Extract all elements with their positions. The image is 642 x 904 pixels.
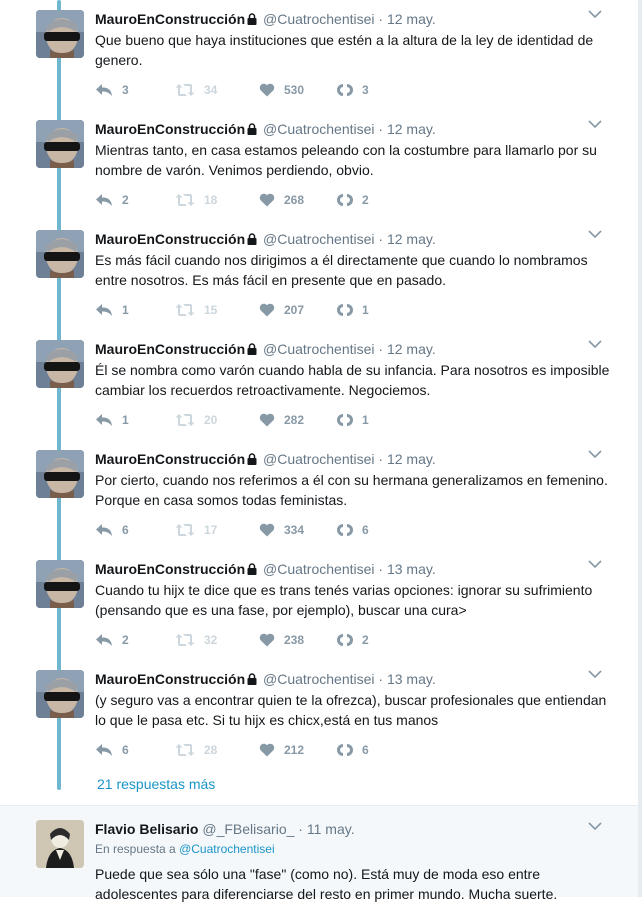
tweet-header xyxy=(95,560,436,578)
avatar[interactable] xyxy=(36,340,84,388)
user-name[interactable]: Flavio Belisario xyxy=(95,821,199,837)
reply-button[interactable] xyxy=(95,300,129,320)
heart-icon xyxy=(259,413,275,427)
tweet-text: Por cierto, cuando nos referimos a él con su hermana generalizamos en femenino. Porque en casa somos todas feministas. xyxy=(95,472,608,508)
retweet-icon xyxy=(175,743,195,757)
like-count: 238 xyxy=(284,633,305,647)
tweet-header xyxy=(95,450,436,468)
chevron-down-icon[interactable] xyxy=(588,559,602,569)
avatar[interactable] xyxy=(36,230,84,278)
avatar[interactable] xyxy=(36,670,84,718)
chevron-down-icon[interactable] xyxy=(588,229,602,239)
retweet-count: 20 xyxy=(204,413,218,427)
dm-count: 1 xyxy=(362,413,369,427)
lock-icon xyxy=(247,13,257,25)
reply-count: 1 xyxy=(122,303,129,317)
like-button[interactable] xyxy=(259,520,304,540)
like-count: 530 xyxy=(284,83,305,97)
chevron-down-icon[interactable] xyxy=(588,669,602,679)
retweet-count: 34 xyxy=(204,83,218,97)
separator: · xyxy=(298,821,303,837)
like-button[interactable] xyxy=(259,410,304,430)
tweet-text: (y seguro vas a encontrar quien te la ofrezca), buscar profesionales que entiendan lo que le pasa etc. Si tu hijx es chicx,está en tus manos xyxy=(95,692,607,728)
chevron-down-icon[interactable] xyxy=(588,449,602,459)
like-button[interactable] xyxy=(259,80,304,100)
like-button[interactable] xyxy=(259,740,304,760)
user-handle[interactable]: @_FBelisario_ xyxy=(202,821,295,837)
tweet-text: Cuando tu hijx te dice que es trans tenés varias opciones: ignorar su sufrimiento (pensando que es una fase, por ejemplo), buscar una cura> xyxy=(95,582,593,618)
dm-button[interactable] xyxy=(337,300,369,320)
tweet-date[interactable]: 12 may. xyxy=(386,451,436,467)
retweet-count: 15 xyxy=(204,303,218,317)
dm-button[interactable] xyxy=(337,190,369,210)
like-button[interactable] xyxy=(259,630,304,650)
reply-count: 1 xyxy=(122,413,129,427)
heart-icon xyxy=(259,633,275,647)
reply-button[interactable] xyxy=(95,520,129,540)
reply-icon xyxy=(95,83,113,97)
tweet-header xyxy=(95,230,436,248)
reply-button[interactable] xyxy=(95,190,129,210)
reply-count: 6 xyxy=(122,743,129,757)
tweet-date[interactable]: 12 may. xyxy=(386,121,436,137)
user-name[interactable]: MauroEnConstrucción xyxy=(95,451,246,467)
reply-count: 2 xyxy=(122,193,129,207)
chevron-down-icon[interactable] xyxy=(588,821,602,831)
more-replies-link[interactable]: 21 respuestas más xyxy=(97,776,216,792)
dm-count: 2 xyxy=(362,633,369,647)
tweet-date[interactable]: 12 may. xyxy=(386,341,436,357)
tweet-header xyxy=(95,340,436,358)
like-count: 207 xyxy=(284,303,305,317)
separator: · xyxy=(378,231,384,247)
heart-icon xyxy=(259,83,275,97)
chevron-down-icon[interactable] xyxy=(588,119,602,129)
avatar[interactable] xyxy=(36,560,84,608)
user-name[interactable]: MauroEnConstrucción xyxy=(95,671,246,687)
dm-icon xyxy=(337,192,353,208)
user-handle[interactable]: @Cuatrochentisei xyxy=(263,341,375,357)
user-name[interactable]: MauroEnConstrucción xyxy=(95,121,246,137)
retweet-icon xyxy=(175,193,195,207)
reply-count: 6 xyxy=(122,523,129,537)
avatar[interactable] xyxy=(36,120,84,168)
tweet-date[interactable]: 12 may. xyxy=(386,11,436,27)
retweet-button[interactable] xyxy=(175,520,217,540)
tweet-text: Que bueno que haya instituciones que estén a la altura de la ley de identidad de genero. xyxy=(95,32,594,68)
tweet[interactable] xyxy=(0,330,642,440)
dm-count: 1 xyxy=(362,303,369,317)
tweet-date[interactable]: 11 may. xyxy=(306,821,355,837)
dm-button[interactable] xyxy=(337,630,369,650)
in-reply-to xyxy=(95,842,275,856)
user-name[interactable]: MauroEnConstrucción xyxy=(95,11,246,27)
dm-count: 6 xyxy=(362,743,369,757)
lock-icon xyxy=(247,453,257,465)
tweet[interactable] xyxy=(0,440,642,550)
tweet[interactable] xyxy=(0,550,642,660)
reply-button[interactable] xyxy=(95,80,129,100)
user-handle[interactable]: @Cuatrochentisei xyxy=(263,671,375,687)
reply-icon xyxy=(95,633,113,647)
dm-count: 3 xyxy=(362,83,369,97)
reply-button[interactable] xyxy=(95,410,129,430)
retweet-button[interactable] xyxy=(175,740,217,760)
tweet-header xyxy=(95,120,436,138)
tweet-text: Es más fácil cuando nos dirigimos a él directamente que cuando lo nombramos entre nosotros. Es más fácil en presente que en pasado. xyxy=(95,252,588,288)
reply-count: 3 xyxy=(122,83,129,97)
like-count: 268 xyxy=(284,193,305,207)
reply-button[interactable] xyxy=(95,630,129,650)
like-count: 282 xyxy=(284,413,305,427)
retweet-count: 28 xyxy=(204,743,218,757)
dm-button[interactable] xyxy=(337,80,369,100)
reply-icon xyxy=(95,193,113,207)
like-count: 212 xyxy=(284,743,305,757)
tweet-text: Puede que sea sólo una "fase" (como no). Está muy de moda eso entre adolescentes para diferenciarse del resto en primer mundo. Mucha suerte. xyxy=(95,866,558,902)
reply-count: 2 xyxy=(122,633,129,647)
user-handle[interactable]: @Cuatrochentisei xyxy=(263,451,375,467)
tweet[interactable] xyxy=(0,110,642,220)
user-handle[interactable]: @Cuatrochentisei xyxy=(263,561,375,577)
scrollbar-track[interactable] xyxy=(638,0,642,897)
separator: · xyxy=(378,341,384,357)
reply-tweet[interactable] xyxy=(0,806,642,902)
in-reply-handle-link[interactable]: @Cuatrochentisei xyxy=(179,842,275,856)
tweet-text: Mientras tanto, en casa estamos peleando con la costumbre para llamarlo por su nombre de varón. Venimos perdiendo, obvio. xyxy=(95,142,597,178)
dm-count: 6 xyxy=(362,523,369,537)
lock-icon xyxy=(247,673,257,685)
separator: · xyxy=(378,451,384,467)
chevron-down-icon[interactable] xyxy=(588,9,602,19)
separator: · xyxy=(378,121,384,137)
like-button[interactable] xyxy=(259,300,304,320)
avatar[interactable] xyxy=(36,820,84,868)
lock-icon xyxy=(247,563,257,575)
reply-icon xyxy=(95,303,113,317)
tweet[interactable] xyxy=(0,0,642,110)
dm-icon xyxy=(337,412,353,428)
retweet-button[interactable] xyxy=(175,630,217,650)
tweet-header xyxy=(95,820,355,838)
user-name[interactable]: MauroEnConstrucción xyxy=(95,231,246,247)
dm-button[interactable] xyxy=(337,410,369,430)
like-count: 334 xyxy=(284,523,305,537)
user-handle[interactable]: @Cuatrochentisei xyxy=(263,11,375,27)
thread-continuation-dots xyxy=(57,772,61,790)
user-handle[interactable]: @Cuatrochentisei xyxy=(263,231,375,247)
reply-button[interactable] xyxy=(95,740,129,760)
dm-icon xyxy=(337,632,353,648)
retweet-icon xyxy=(175,303,195,317)
retweet-icon xyxy=(175,83,195,97)
reply-icon xyxy=(95,413,113,427)
user-name[interactable]: MauroEnConstrucción xyxy=(95,341,246,357)
user-name[interactable]: MauroEnConstrucción xyxy=(95,561,246,577)
retweet-button[interactable] xyxy=(175,410,217,430)
retweet-button[interactable] xyxy=(175,300,217,320)
retweet-icon xyxy=(175,633,195,647)
lock-icon xyxy=(247,233,257,245)
tweet-text: Él se nombra como varón cuando habla de su infancia. Para nosotros es imposible cambiar los recuerdos retroactivamente. Negociemos. xyxy=(95,362,610,398)
retweet-icon xyxy=(175,523,195,537)
dm-icon xyxy=(337,82,353,98)
dm-button[interactable] xyxy=(337,520,369,540)
retweet-count: 32 xyxy=(204,633,218,647)
dm-button[interactable] xyxy=(337,740,369,760)
dm-icon xyxy=(337,522,353,538)
reply-icon xyxy=(95,743,113,757)
retweet-count: 18 xyxy=(204,193,218,207)
avatar[interactable] xyxy=(36,10,84,58)
tweet-date[interactable]: 13 may. xyxy=(386,671,436,687)
tweet-header xyxy=(95,670,436,688)
tweet[interactable] xyxy=(0,660,642,770)
heart-icon xyxy=(259,743,275,757)
in-reply-label: En respuesta a xyxy=(95,842,176,856)
tweet[interactable] xyxy=(0,220,642,330)
user-handle[interactable]: @Cuatrochentisei xyxy=(263,121,375,137)
retweet-button[interactable] xyxy=(175,80,217,100)
tweet-header xyxy=(95,10,436,28)
dm-icon xyxy=(337,302,353,318)
heart-icon xyxy=(259,193,275,207)
tweet-date[interactable]: 12 may. xyxy=(386,231,436,247)
reply-icon xyxy=(95,523,113,537)
heart-icon xyxy=(259,523,275,537)
tweet-date[interactable]: 13 may. xyxy=(386,561,436,577)
separator: · xyxy=(378,671,384,687)
heart-icon xyxy=(259,303,275,317)
lock-icon xyxy=(247,123,257,135)
avatar[interactable] xyxy=(36,450,84,498)
dm-icon xyxy=(337,742,353,758)
retweet-icon xyxy=(175,413,195,427)
retweet-count: 17 xyxy=(204,523,218,537)
like-button[interactable] xyxy=(259,190,304,210)
retweet-button[interactable] xyxy=(175,190,217,210)
separator: · xyxy=(378,11,384,27)
chevron-down-icon[interactable] xyxy=(588,339,602,349)
dm-count: 2 xyxy=(362,193,369,207)
lock-icon xyxy=(247,343,257,355)
separator: · xyxy=(378,561,384,577)
